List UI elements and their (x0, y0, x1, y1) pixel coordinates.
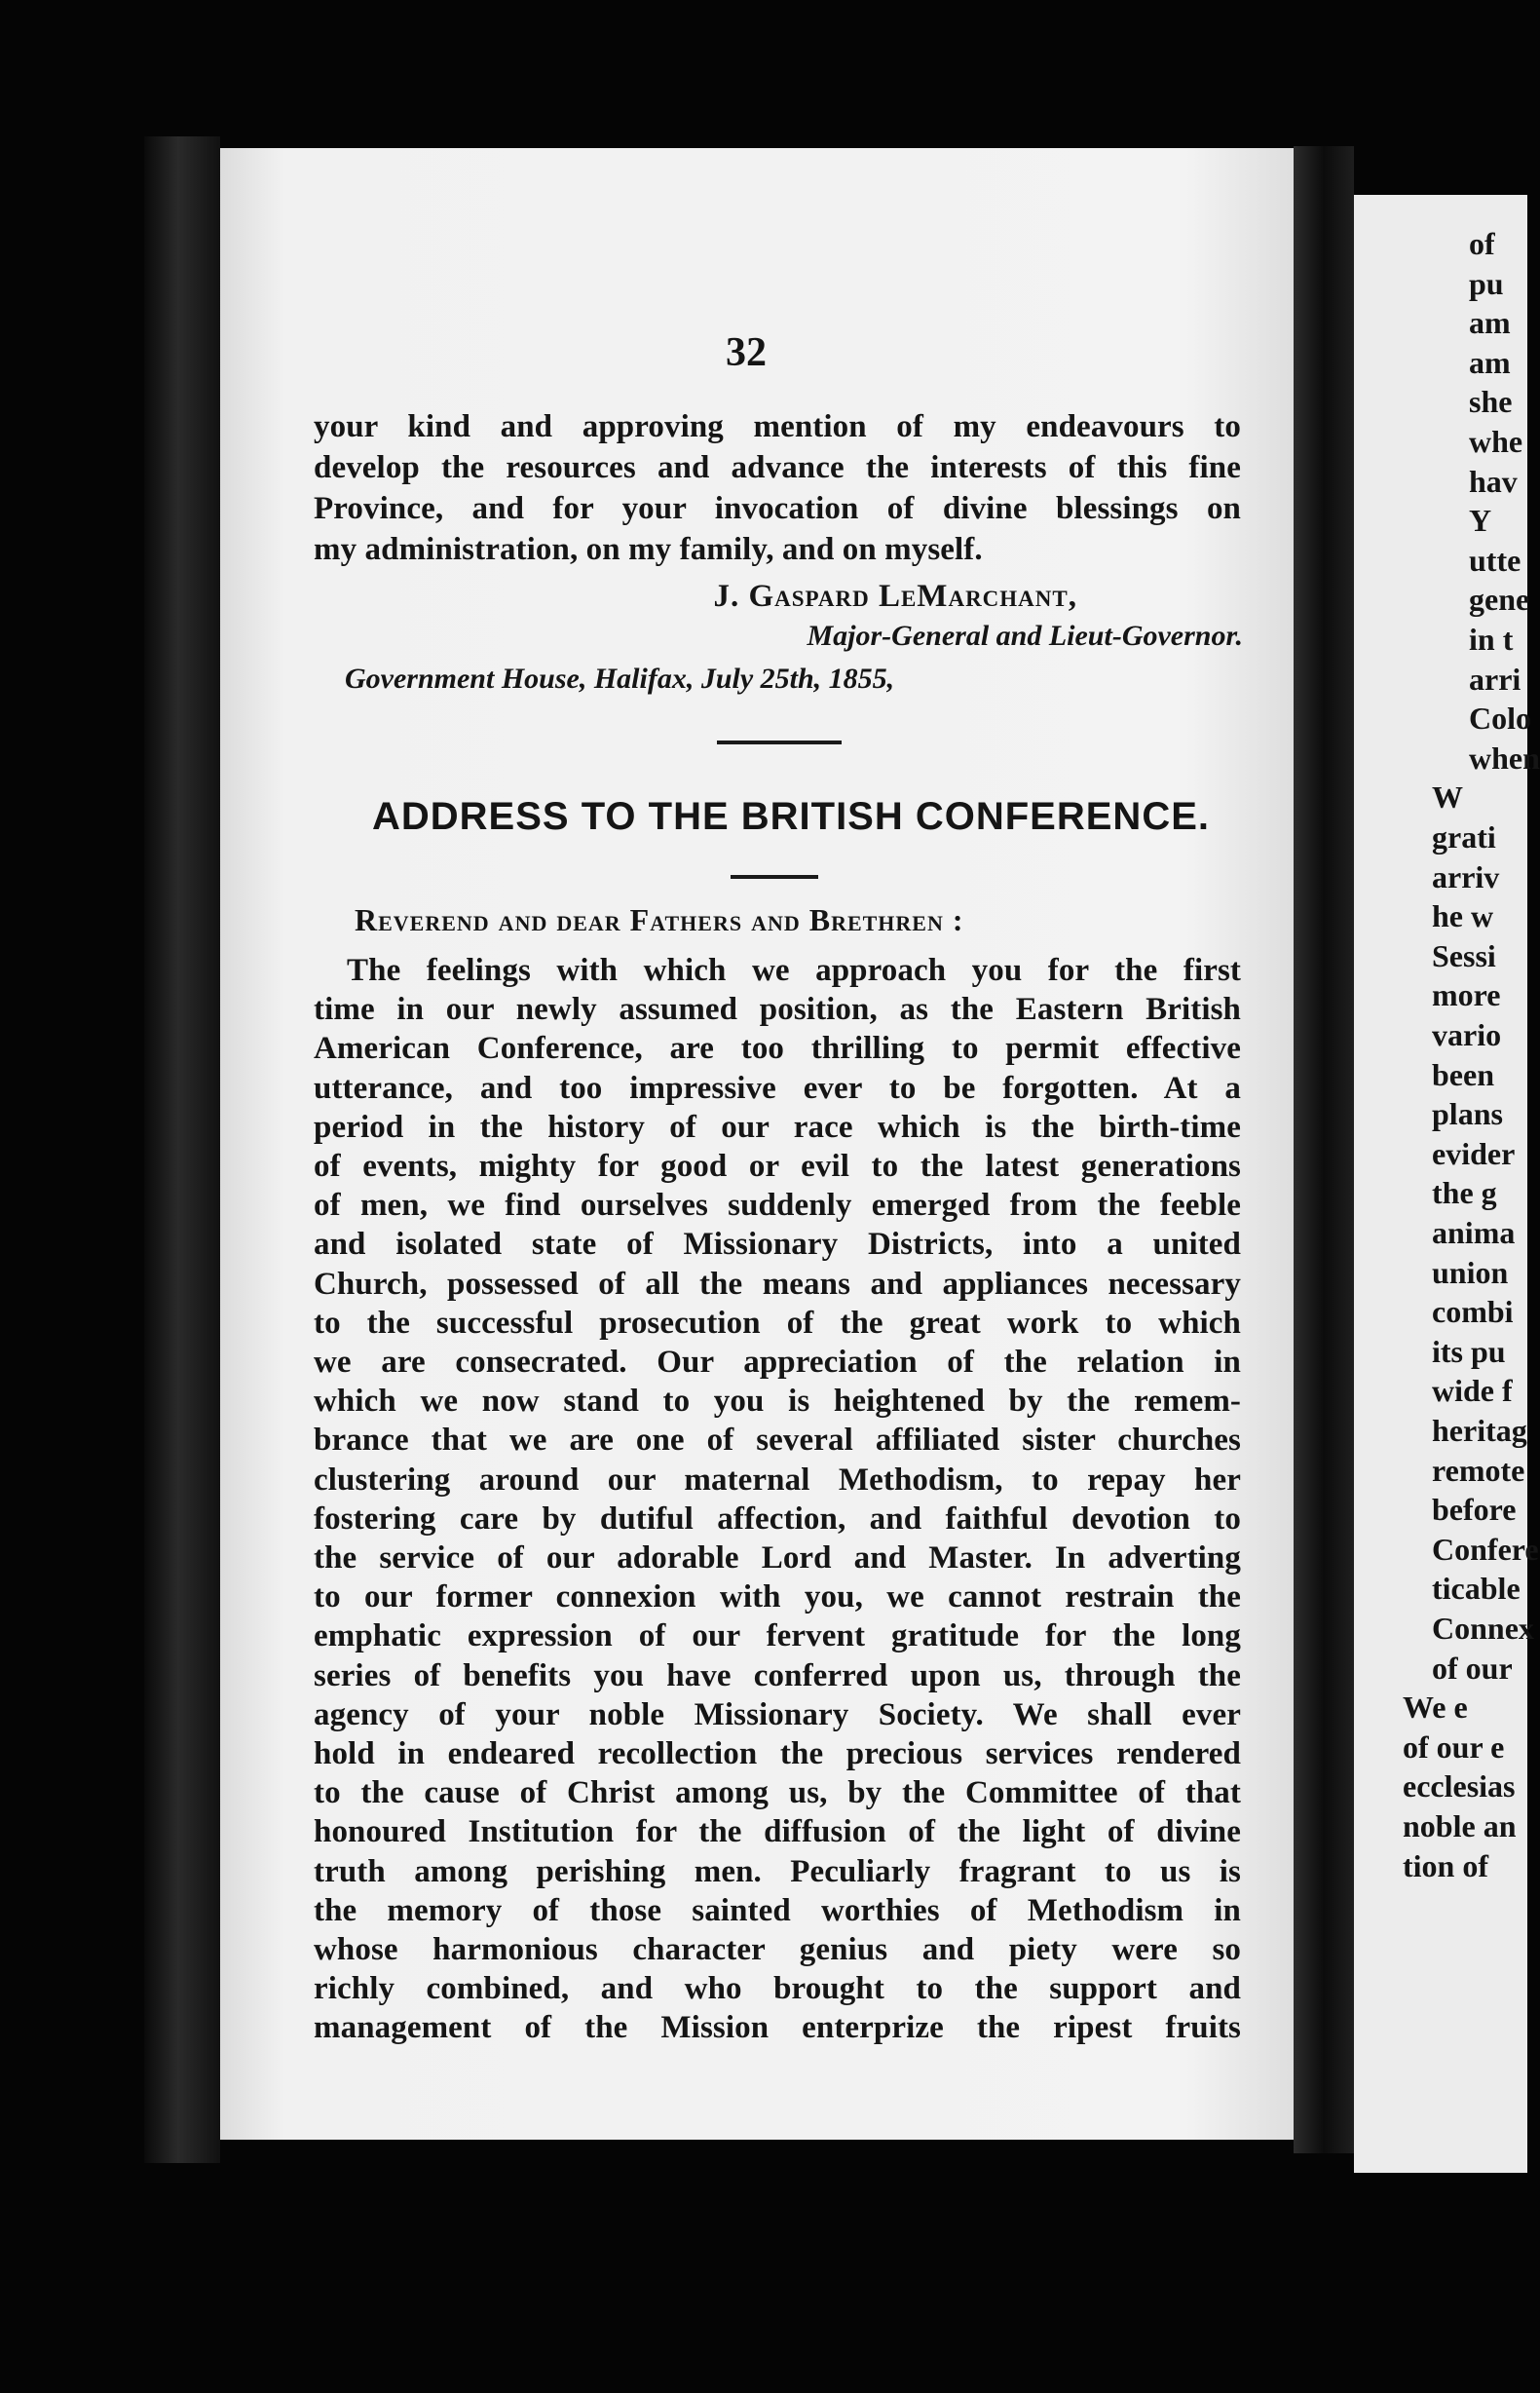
facing-page-line: plans (1432, 1096, 1503, 1132)
text-line: develop the resources and advance the interests of this fine (314, 450, 1241, 485)
salutation: Reverend and dear Fathers and Brethren : (355, 902, 964, 937)
text-line: series of benefits you have conferred upon us, through the (314, 1657, 1241, 1693)
facing-page-line: hav (1469, 463, 1518, 499)
text-line: we are consecrated. Our appreciation of the relation in (314, 1345, 1241, 1380)
facing-page-line: whe (1469, 424, 1523, 459)
facing-page-line: he w (1432, 898, 1494, 934)
signatory-title: Major-General and Lieut-Governor. (807, 620, 1243, 652)
text-line: honoured Institution for the diffusion of the light of divine (314, 1814, 1241, 1850)
facing-page-line: she (1469, 384, 1513, 420)
text-line: Province, and for your invocation of divine blessings on (314, 491, 1241, 526)
text-line: to the successful prosecution of the great work to which (314, 1305, 1241, 1341)
facing-page-line: union (1432, 1254, 1509, 1290)
separator-rule (731, 875, 818, 879)
facing-page-line: am (1469, 305, 1511, 341)
text-line: of events, mighty for good or evil to the latest generations (314, 1149, 1241, 1184)
facing-page-line: am (1469, 344, 1511, 380)
signatory-name: J. Gaspard LeMarchant, (713, 579, 1077, 614)
facing-page-line: wide f (1432, 1373, 1513, 1409)
text-line: agency of your noble Missionary Society. We shall ever (314, 1696, 1241, 1732)
text-line: American Conference, are too thrilling to permit effective (314, 1031, 1241, 1067)
text-line: The feelings with which we approach you for the first (347, 953, 1241, 988)
text-line: the memory of those sainted worthies of Methodism in (314, 1892, 1241, 1928)
text-line: brance that we are one of several affiliated sister churches (314, 1423, 1241, 1459)
book-binding (144, 136, 220, 2163)
text-line: which we now stand to you is heightened by the remem- (314, 1384, 1241, 1420)
facing-page-line: evider (1432, 1135, 1516, 1171)
text-line: of men, we find ourselves suddenly emerged from the feeble (314, 1188, 1241, 1224)
text-line: your kind and approving mention of my endeavours to (314, 409, 1241, 444)
facing-page-line: been (1432, 1056, 1494, 1092)
facing-page-line: ecclesias (1403, 1768, 1516, 1804)
facing-page (1354, 195, 1540, 2173)
facing-page-line: of our e (1403, 1728, 1505, 1765)
facing-page-line: pu (1469, 265, 1504, 301)
facing-page-line: when (1469, 740, 1540, 776)
dateline: Government House, Halifax, July 25th, 1855, (345, 663, 895, 695)
text-line: my administration, on my family, and on myself. (314, 532, 983, 567)
text-line: period in the history of our race which is the birth-time (314, 1109, 1241, 1145)
facing-page-line: noble an (1403, 1808, 1517, 1843)
text-line: truth among perishing men. Peculiarly fragrant to us is (314, 1853, 1241, 1889)
facing-page-line: its pu (1432, 1333, 1506, 1369)
facing-page-line: utte (1469, 542, 1521, 578)
facing-page-line: tion of (1403, 1847, 1488, 1883)
page-gutter (1294, 146, 1354, 2153)
text-line: and isolated state of Missionary Districts, into a united (314, 1227, 1241, 1263)
facing-page-line: remote (1432, 1452, 1525, 1488)
text-line: whose harmonious character genius and piety were so (314, 1932, 1241, 1967)
book-page (220, 148, 1294, 2140)
page-number: 32 (726, 330, 767, 375)
facing-page-line: We e (1403, 1690, 1468, 1726)
facing-page-line: Y (1469, 503, 1492, 539)
facing-page-line: Sessi (1432, 937, 1496, 973)
facing-page-line: gene (1469, 582, 1530, 618)
facing-page-line: vario (1432, 1017, 1502, 1052)
text-line: fostering care by dutiful affection, and faithful devotion to (314, 1500, 1241, 1537)
text-line: utterance, and too impressive ever to be forgotten. At a (314, 1070, 1241, 1106)
text-line: Church, possessed of all the means and appliances necessary (314, 1266, 1241, 1302)
text-line: clustering around our maternal Methodism, to repay her (314, 1462, 1241, 1498)
facing-page-line: Colo (1469, 701, 1531, 737)
facing-page-line: arriv (1432, 858, 1500, 894)
facing-page-line: of our (1432, 1650, 1513, 1686)
facing-page-line: grati (1432, 819, 1496, 855)
facing-page-line: the g (1432, 1175, 1497, 1211)
text-line: to the cause of Christ among us, by the Committee of that (314, 1775, 1241, 1811)
separator-rule (717, 741, 842, 744)
text-line: richly combined, and who brought to the support and (314, 1971, 1241, 2007)
facing-page-line: in t (1469, 622, 1514, 657)
facing-page-line: combi (1432, 1294, 1514, 1330)
text-line: management of the Mission enterprize the ripest fruits (314, 2010, 1241, 2046)
facing-page-line: W (1432, 779, 1463, 816)
facing-page-line: anima (1432, 1215, 1516, 1250)
section-heading: ADDRESS TO THE BRITISH CONFERENCE. (372, 795, 1210, 838)
facing-page-line: ticable (1432, 1571, 1521, 1607)
text-line: emphatic expression of our fervent gratitude for the long (314, 1618, 1241, 1654)
facing-page-line: more (1432, 977, 1501, 1013)
text-line: hold in endeared recollection the precious services rendered (314, 1736, 1241, 1771)
facing-page-line: before (1432, 1492, 1517, 1528)
text-line: to our former connexion with you, we cannot restrain the (314, 1579, 1241, 1615)
facing-page-line: arri (1469, 661, 1521, 697)
facing-page-line: of (1469, 226, 1495, 261)
facing-page-line: Confere (1432, 1531, 1539, 1567)
facing-page-line: heritag (1432, 1413, 1527, 1448)
text-line: the service of our adorable Lord and Master. In adverting (314, 1540, 1241, 1576)
facing-page-line: Connex (1432, 1611, 1534, 1646)
text-line: time in our newly assumed position, as the Eastern British (314, 992, 1241, 1028)
